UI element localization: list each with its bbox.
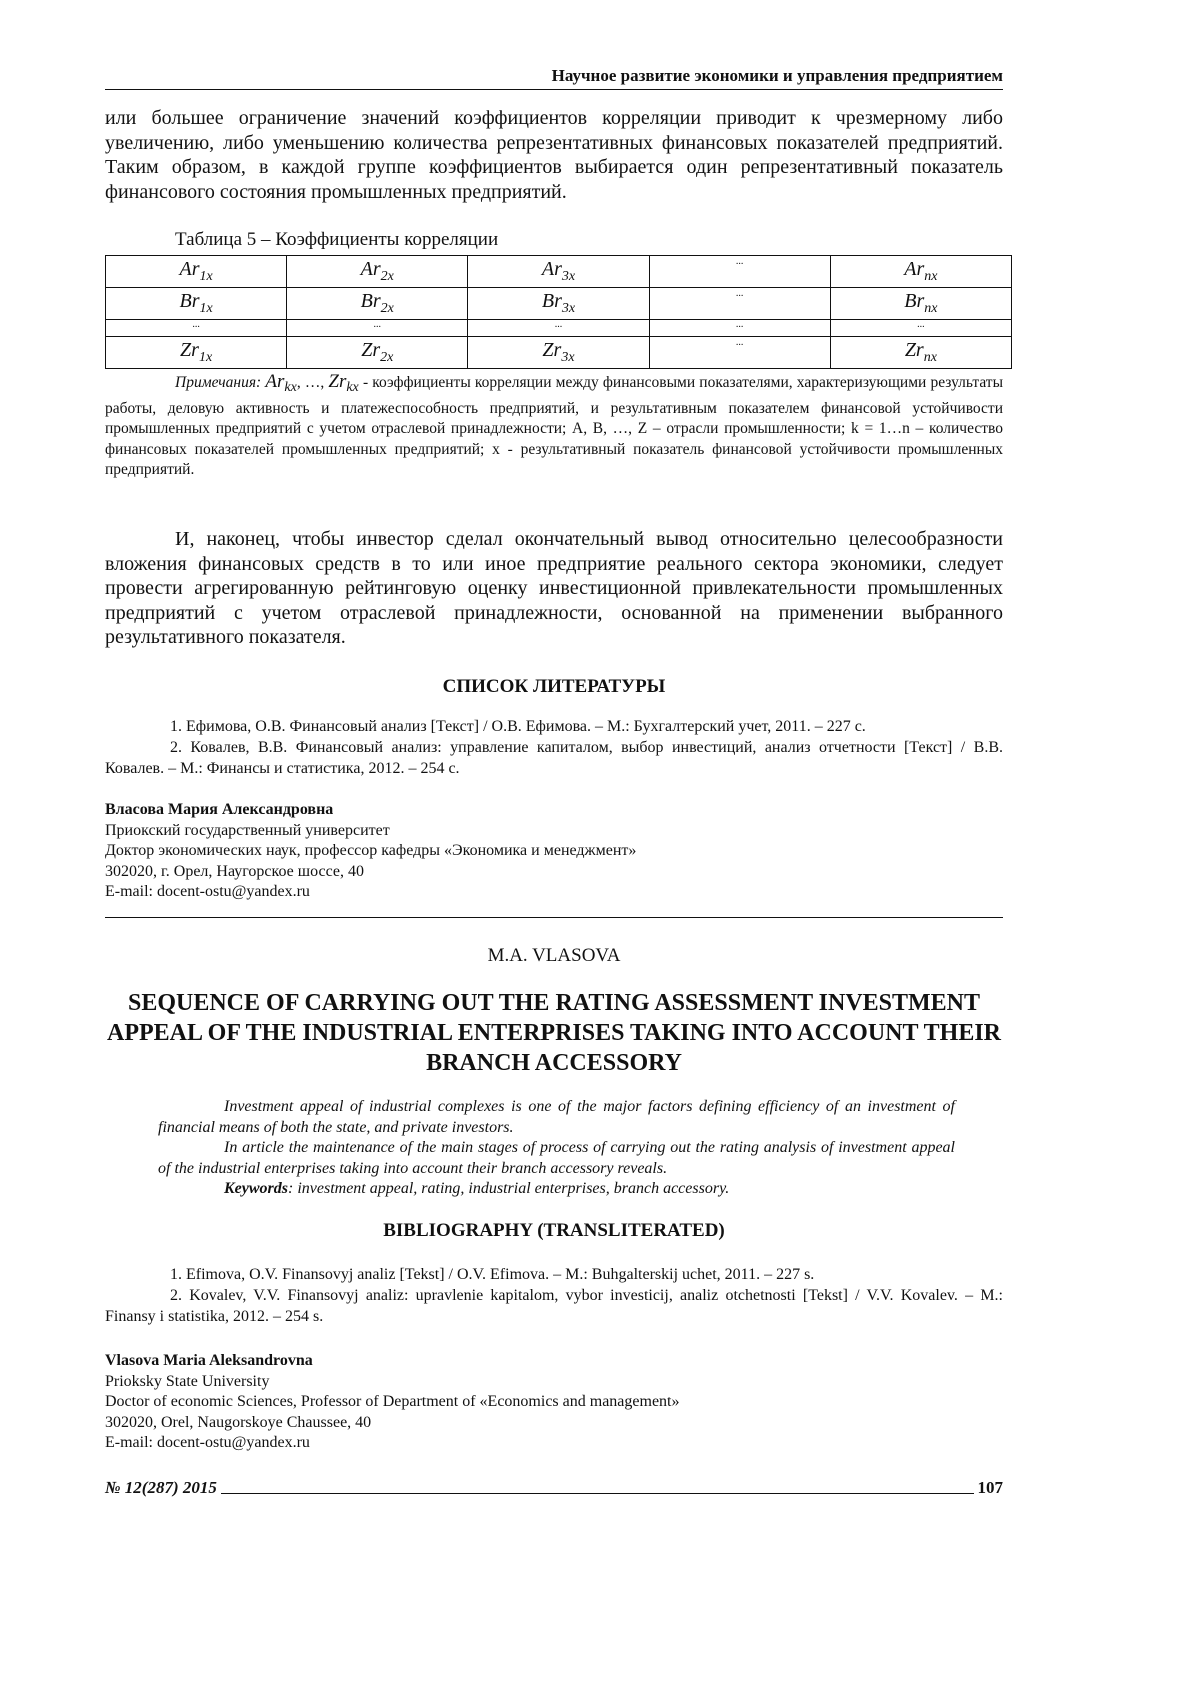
reference-item: 2. Ковалев, В.В. Финансовый анализ: управление капиталом, выбор инвестиций, анализ отчетности [Текст] / В.В. Ковалев. – М.: Финансы и статистика, 2012. – 254 с.	[105, 737, 1003, 779]
table-row	[106, 337, 1012, 369]
table-cell: ...	[649, 256, 830, 288]
english-author: M.A. VLASOVA	[105, 945, 1003, 967]
table-cell: ...	[649, 337, 830, 369]
table-cell: ...	[649, 320, 830, 337]
table-cell: Arnx	[830, 256, 1011, 288]
bibliography-list	[105, 1264, 1003, 1327]
table-cell: Zrnx	[830, 337, 1011, 369]
author-info-ru: Власова Мария Александровна Приокский государственный университет Доктор экономических наук, профессор кафедры «Экономика и менеджмент» 302020, г. Орел, Наугорское шоссе, 40 E-mail: docent-ostu@yandex.ru	[105, 800, 636, 903]
correlation-table	[105, 255, 1012, 369]
english-title: SEQUENCE OF CARRYING OUT THE RATING ASSESSMENT INVESTMENT APPEAL OF THE INDUSTRIAL ENTERPRISES TAKING INTO ACCOUNT THEIR BRANCH ACCESSORY	[105, 988, 1003, 1078]
page-number: 107	[978, 1478, 1004, 1498]
paragraph-1: или большее ограничение значений коэффициентов корреляции приводит к чрезмерному либо увеличению, либо уменьшению количества репрезентативных финансовых показателей предприятий. Таким образом, в каждой группе коэффициентов выбирается один репрезентативный показатель финансового состояния промышленных предприятий.	[105, 106, 1003, 204]
abstract: Investment appeal of industrial complexes is one of the major factors defining efficiency of an investment of financial means of both the state, and private investors. In article the maintenance of the main stages of process of carrying out the rating analysis of investment appeal of the industrial enterprises taking into account their branch accessory reveals. Keywords: investment appeal, rating, industrial enterprises, branch accessory.	[158, 1097, 955, 1200]
table-cell: Zr2x	[287, 337, 468, 369]
references-list	[105, 716, 1003, 779]
references-heading: СПИСОК ЛИТЕРАТУРЫ	[105, 676, 1003, 698]
reference-item: 2. Kovalev, V.V. Finansovyj analiz: upravlenie kapitalom, vybor investicij, analiz otchetnosti [Tekst] / V.V. Kovalev. – M.: Finansy i statistika, 2012. – 254 s.	[105, 1285, 1003, 1327]
table-row	[106, 288, 1012, 320]
bibliography-heading: BIBLIOGRAPHY (TRANSLITERATED)	[105, 1220, 1003, 1242]
table-notes: Примечания: Arkx, …, Zrkx - коэффициенты корреляции между финансовыми показателями, характеризующими результаты работы, деловую активность и платежеспособность предприятий, и результативным показателем финансовой устойчивости промышленных предприятий с учетом отраслевой принадлежности; A, B, …, Z – отрасли промышленности; k = 1…n – количество финансовых показателей промышленных предприятий; x - результативный показатель финансовой устойчивости промышленных предприятий.	[105, 372, 1003, 481]
table-cell: ...	[830, 320, 1011, 337]
table-caption: Таблица 5 – Коэффициенты корреляции	[175, 229, 498, 251]
reference-item: 1. Ефимова, О.В. Финансовый анализ [Текст] / О.В. Ефимова. – М.: Бухгалтерский учет, 2011. – 227 с.	[105, 716, 1003, 737]
table-cell: Zr1x	[106, 337, 287, 369]
table-cell: Ar3x	[468, 256, 649, 288]
paragraph-2: И, наконец, чтобы инвестор сделал окончательный вывод относительно целесообразности вложения финансовых средств в то или иное предприятие реального сектора экономики, следует провести агрегированную рейтинговую оценку инвестиционной привлекательности промышленных предприятий с учетом отраслевой принадлежности, основанной на применении выбранного результативного показателя.	[105, 527, 1003, 650]
table-cell: Ar2x	[287, 256, 468, 288]
table-cell: Brnx	[830, 288, 1011, 320]
table-cell: ...	[106, 320, 287, 337]
table-cell: ...	[287, 320, 468, 337]
table-cell: Zr3x	[468, 337, 649, 369]
document-page	[0, 0, 1200, 1698]
table-cell: Br1x	[106, 288, 287, 320]
table-cell: ...	[649, 288, 830, 320]
table-row-ellipsis	[106, 320, 1012, 337]
reference-item: 1. Efimova, O.V. Finansovyj analiz [Tekst] / O.V. Efimova. – M.: Buhgalterskij uchet, 2011. – 227 s.	[105, 1264, 1003, 1285]
table-row	[106, 256, 1012, 288]
table-cell: Ar1x	[106, 256, 287, 288]
author-info-en: Vlasova Maria Aleksandrovna Prioksky State University Doctor of economic Sciences, Professor of Department of «Economics and management» 302020, Orel, Naugorskoye Chaussee, 40 E-mail: docent-ostu@yandex.ru	[105, 1351, 679, 1454]
divider	[105, 917, 1003, 918]
page-footer	[105, 1478, 1003, 1498]
running-header: Научное развитие экономики и управления предприятием	[105, 66, 1003, 90]
issue-number: № 12(287) 2015	[105, 1478, 217, 1498]
table-cell: ...	[468, 320, 649, 337]
table-cell: Br3x	[468, 288, 649, 320]
table-cell: Br2x	[287, 288, 468, 320]
